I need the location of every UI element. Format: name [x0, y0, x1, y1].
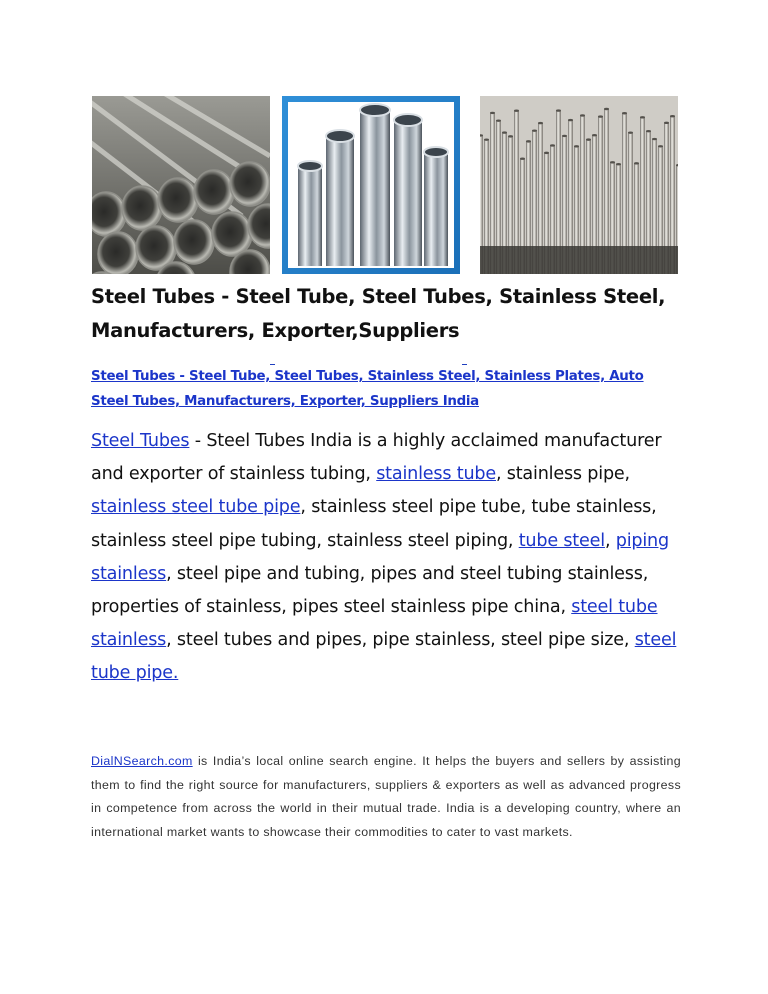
link-stainless-tube[interactable]: stainless tube — [376, 464, 496, 485]
body-text: - Steel Tubes India is a highly acclaimed manufacturer and exporter of stainless tubing, — [91, 431, 662, 485]
steel-rods-bundle-photo — [480, 96, 678, 274]
link-piping-stainless[interactable]: piping stainless — [91, 530, 669, 584]
subtitle-link[interactable] — [91, 364, 691, 414]
footer-text: is India’s local online search engine. It helps the buyers and sellers by assisting them to find the right source for manufacturers, suppliers & exporters as well as advanced progress in competence from across the world in their mutual trade. India is a developing country, where an international market wants to showcase their commodities to cater to vast markets. — [91, 754, 681, 839]
steel-pipes-stack-photo — [92, 96, 270, 274]
product-image-row — [92, 96, 678, 276]
subtitle-line-2[interactable]: Steel Tubes, Manufacturers, Exporter, Suppliers India — [91, 394, 479, 409]
title-line-1: Steel Tubes - Steel Tube, Steel Tubes, Stainless Steel, — [91, 285, 666, 308]
link-steel-tube-stainless[interactable]: steel tube stainless — [91, 597, 658, 651]
link-stainless-steel-tube-pipe[interactable]: stainless steel tube pipe — [91, 497, 301, 518]
page-title — [91, 280, 691, 348]
footer-paragraph — [91, 750, 681, 844]
body-text: , stainless steel pipe tube, tube stainless, stainless steel pipe tubing, stainless steel piping, — [91, 497, 657, 551]
steel-tubes-cutout-photo — [282, 96, 460, 274]
body-text: , steel tubes and pipes, pipe stainless, steel pipe size, — [166, 630, 635, 651]
link-steel-tube-pipe[interactable]: steel tube pipe. — [91, 630, 677, 684]
title-line-2: Manufacturers, Exporter,Suppliers — [91, 319, 460, 342]
body-text: , stainless pipe, — [495, 464, 630, 485]
description-paragraph — [91, 425, 691, 691]
body-text: , — [604, 530, 616, 551]
subtitle-line-1[interactable]: Steel Tubes - Steel Tube, Steel Tubes, Stainless Steel, Stainless Plates, Auto — [91, 369, 644, 384]
body-text: , steel pipe and tubing, pipes and steel tubing stainless, properties of stainless, pipes steel stainless pipe china, — [91, 563, 649, 618]
link-dialnsearch[interactable]: DialNSearch.com — [91, 754, 193, 768]
link-steel-tubes[interactable]: Steel Tubes — [91, 431, 190, 451]
link-tube-steel[interactable]: tube steel — [518, 530, 605, 551]
